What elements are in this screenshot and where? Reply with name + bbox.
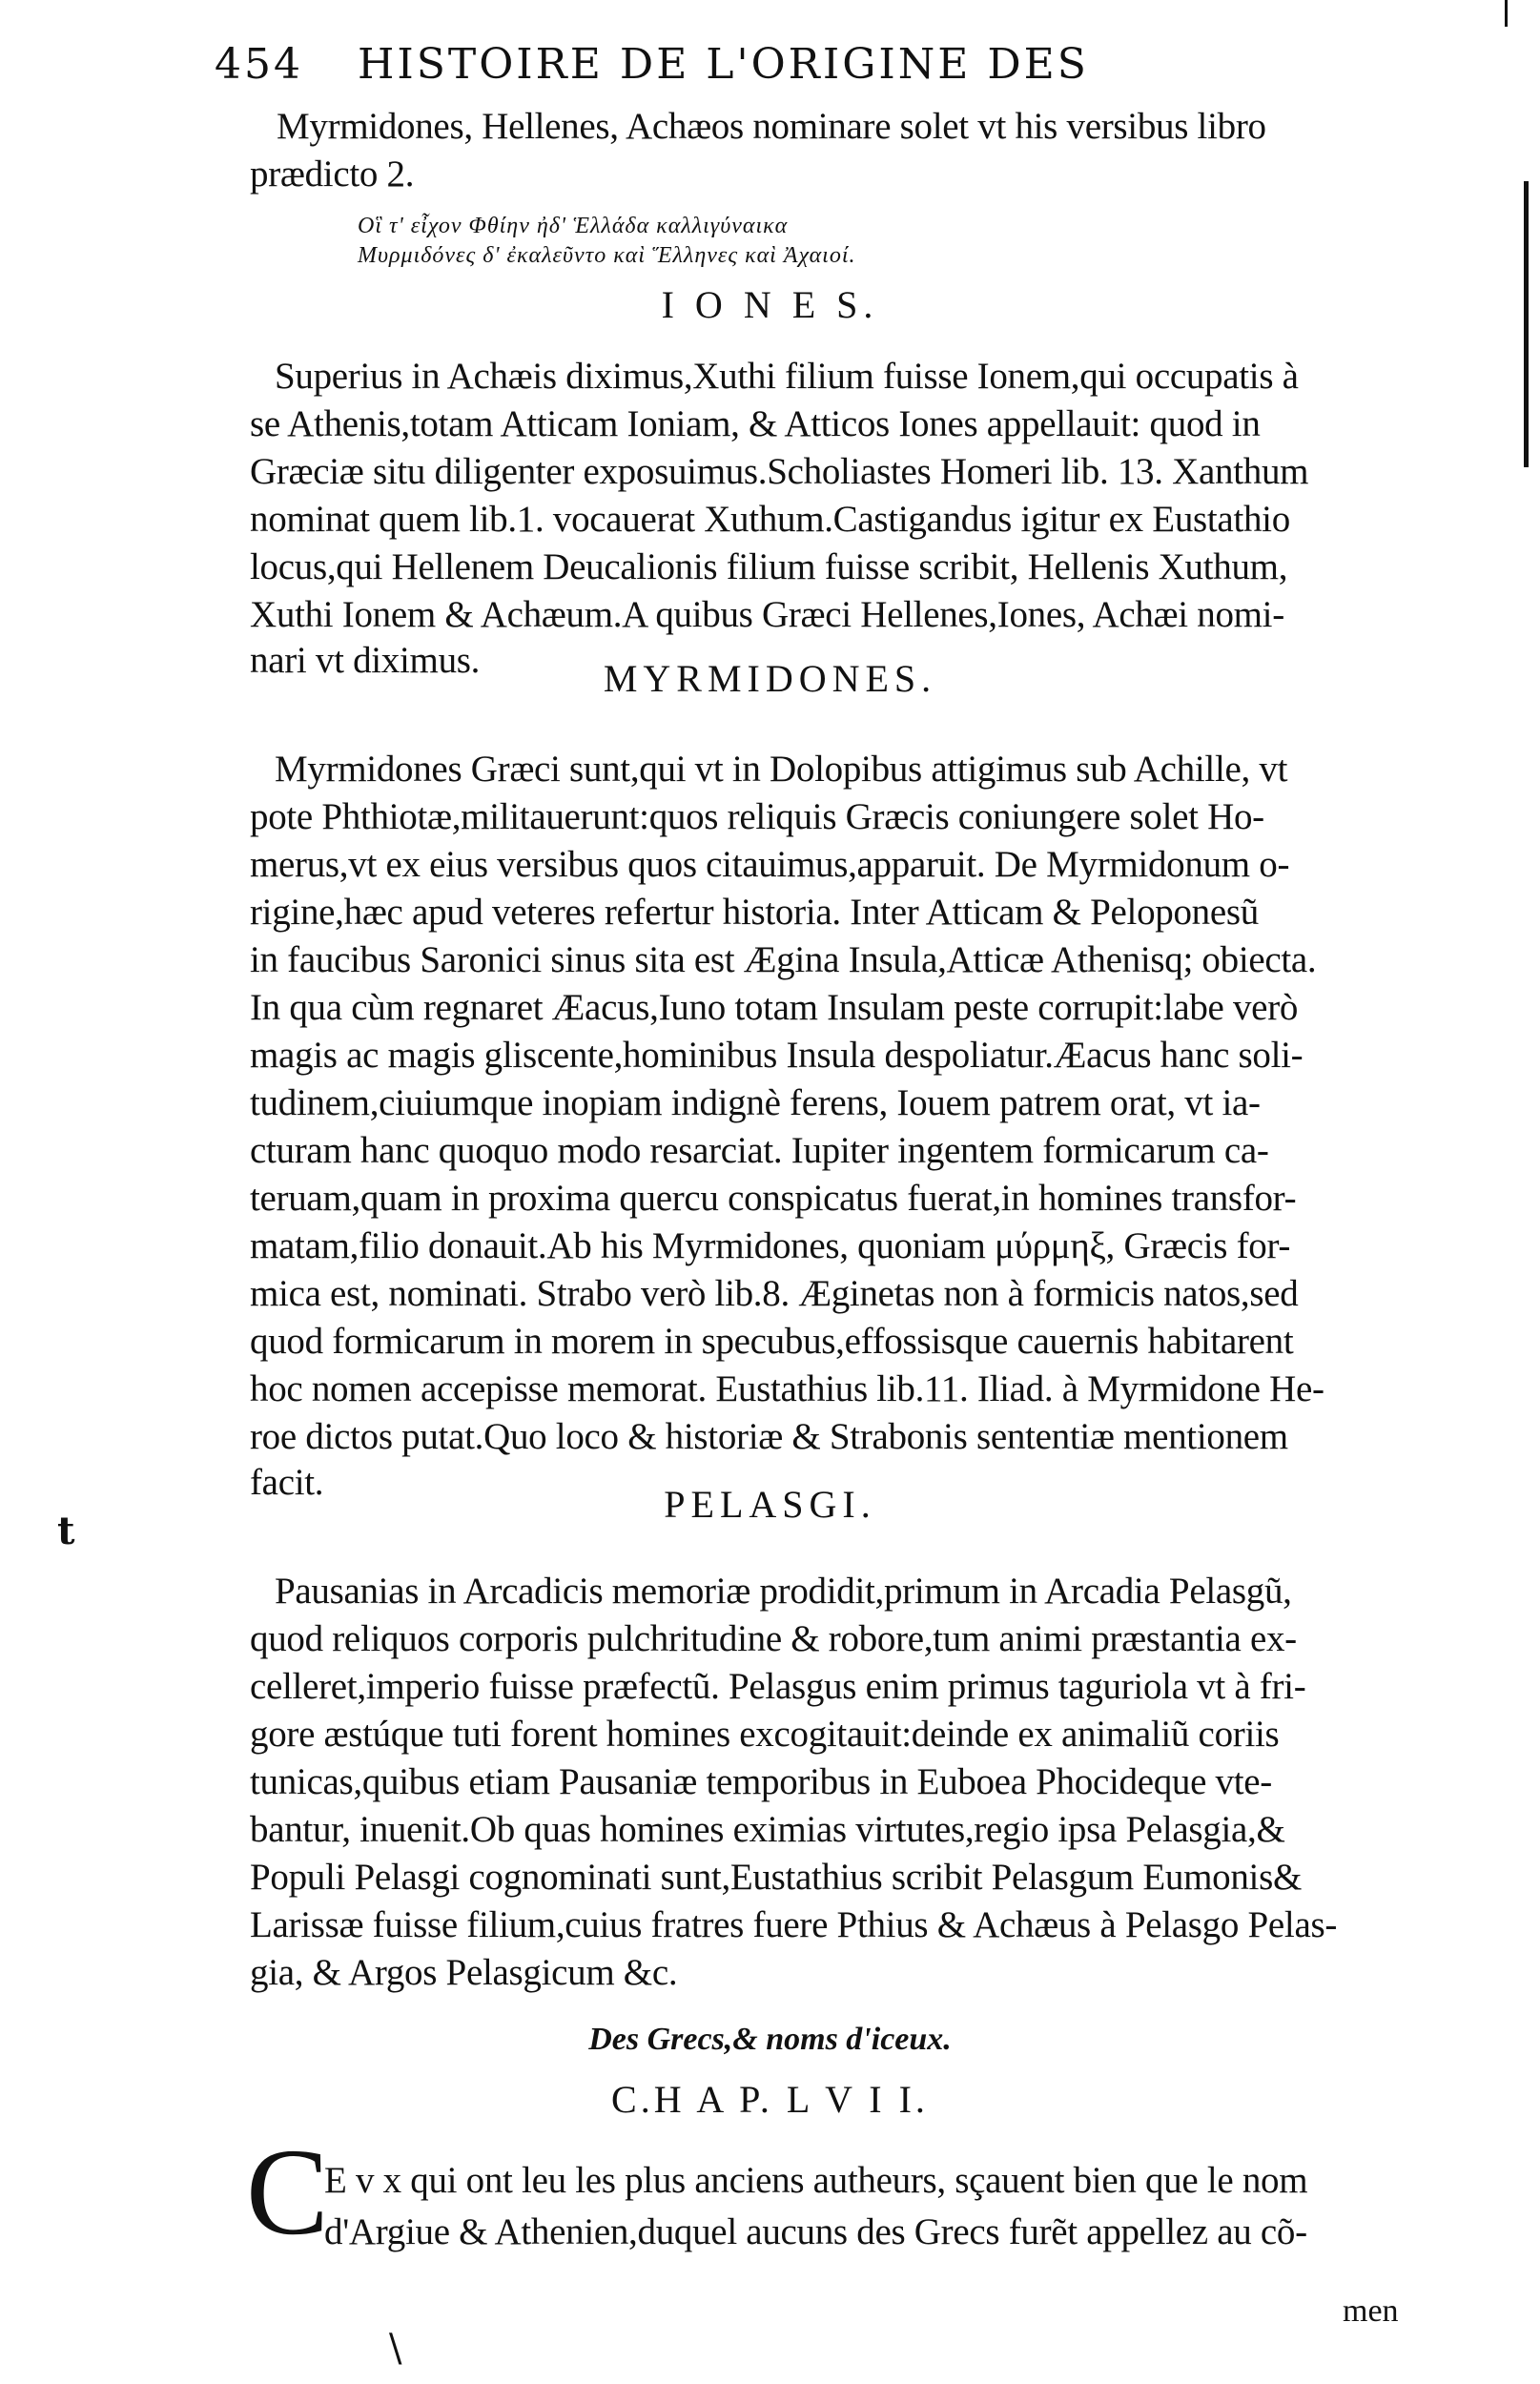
text-line: d'Argiue & Athenien,duquel aucuns des Grecs furẽt appellez au cõ- xyxy=(324,2211,1307,2252)
text-line: Populi Pelasgi cognominati sunt,Eustathius scribit Pelasgum Eumonis& xyxy=(250,1857,1302,1898)
text-line: quod reliquos corporis pulchritudine & robore,tum animi præstantia ex- xyxy=(250,1618,1297,1659)
text-line: roe dictos putat.Quo loco & historiæ & Strabonis sententiæ mentionem xyxy=(250,1416,1288,1457)
section-heading-iones: I O N E S. xyxy=(661,283,879,326)
text-line: Larissæ fuisse filium,cuius fratres fuere Pthius & Achæus à Pelasgo Pelas- xyxy=(250,1904,1338,1945)
text-line: Superius in Achæis diximus,Xuthi filium fuisse Ionem,qui occupatis à xyxy=(275,356,1299,397)
text-line: gia, & Argos Pelasgicum &c. xyxy=(250,1952,678,1993)
text-line: celleret,imperio fuisse præfectũ. Pelasgus enim primus taguriola vt à fri- xyxy=(250,1666,1306,1707)
greek-verse-line: Μυρμιδόνες δ' ἐκαλεῦντο καὶ Ἕλληνες καὶ Ἀχαιοί. xyxy=(358,243,856,268)
text-line: In qua cùm regnaret Æacus,Iuno totam Insulam peste corrupit:labe verò xyxy=(250,987,1299,1028)
text-line: Pausanias in Arcadicis memoriæ prodidit,primum in Arcadia Pelasgũ, xyxy=(275,1571,1292,1612)
text-line: pote Phthiotæ,militauerunt:quos reliquis Græcis coniungere solet Ho- xyxy=(250,796,1264,837)
text-line: gore æstúque tuti forent homines excogitauit:deinde ex animaliũ coriis xyxy=(250,1714,1280,1755)
intro-line: Myrmidones, Hellenes, Achæos nominare solet vt his versibus libro xyxy=(277,106,1266,147)
catchword: men xyxy=(1343,2293,1399,2329)
text-line: locus,qui Hellenem Deucalionis filium fuisse scribit, Hellenis Xuthum, xyxy=(250,546,1288,587)
text-line: Græciæ situ diligenter exposuimus.Scholiastes Homeri lib. 13. Xanthum xyxy=(250,451,1309,492)
page-number: 454 xyxy=(215,40,303,89)
section-heading-pelasgi: PELASGI. xyxy=(664,1483,876,1526)
text-line: matam,filio donauit.Ab his Myrmidones, quoniam μύρμηξ, Græcis for- xyxy=(250,1225,1291,1266)
text-line: Myrmidones Græci sunt,qui vt in Dolopibus attigimus sub Achille, vt xyxy=(275,749,1288,790)
intro-line: prædicto 2. xyxy=(250,154,415,195)
greek-verse-line: Οἳ τ' εἶχον Φθίην ἠδ' Ἑλλάδα καλλιγύναικα xyxy=(358,214,789,238)
running-title: HISTOIRE DE L'ORIGINE DES xyxy=(357,40,1089,89)
text-line: E v x qui ont leu les plus anciens autheurs, sçauent bien que le nom xyxy=(324,2160,1308,2201)
text-line: tunicas,quibus etiam Pausaniæ temporibus in Euboea Phocideque vte- xyxy=(250,1761,1272,1802)
text-line: hoc nomen accepisse memorat. Eustathius lib.11. Iliad. à Myrmidone He- xyxy=(250,1368,1324,1409)
drop-capital: C xyxy=(246,2124,329,2261)
text-line: rigine,hæc apud veteres refertur historia. Inter Atticam & Peloponesũ xyxy=(250,892,1259,933)
text-line: in faucibus Saronici sinus sita est Ægina Insula,Atticæ Athenisq; obiecta. xyxy=(250,939,1317,980)
text-line: se Athenis,totam Atticam Ioniam, & Atticos Iones appellauit: quod in xyxy=(250,403,1261,444)
text-line: quod formicarum in morem in specubus,effossisque cauernis habitarent xyxy=(250,1321,1294,1362)
text-line: magis ac magis gliscente,hominibus Insula despoliatur.Æacus hanc soli- xyxy=(250,1035,1304,1076)
text-line: teruam,quam in proxima quercu conspicatus fuerat,in homines transfor- xyxy=(250,1178,1297,1219)
running-header xyxy=(215,40,1340,89)
chapter-title: C.H A P. L V I I. xyxy=(611,2078,929,2121)
text-line: nari vt diximus. xyxy=(250,640,481,681)
text-line: merus,vt ex eius versibus quos citauimus,apparuit. De Myrmidonum o- xyxy=(250,844,1290,885)
margin-mark: \ xyxy=(389,2327,402,2371)
text-line: Xuthi Ionem & Achæum.A quibus Græci Hellenes,Iones, Achæi nomi- xyxy=(250,594,1284,635)
text-line: tudinem,ciuiumque inopiam indignè ferens, Iouem patrem orat, vt ia- xyxy=(250,1082,1261,1123)
chapter-subtitle: Des Grecs,& noms d'iceux. xyxy=(588,2022,952,2057)
text-line: facit. xyxy=(250,1462,324,1503)
scan-edge-shadow xyxy=(1505,0,1508,27)
text-line: mica est, nominati. Strabo verò lib.8. Æginetas non à formicis natos,sed xyxy=(250,1273,1299,1314)
text-line: nominat quem lib.1. vocauerat Xuthum.Castigandus igitur ex Eustathio xyxy=(250,499,1290,540)
margin-mark: t xyxy=(57,1509,75,1553)
text-line: bantur, inuenit.Ob quas homines eximias virtutes,regio ipsa Pelasgia,& xyxy=(250,1809,1285,1850)
text-line: cturam hanc quoquo modo resarciat. Iupiter ingentem formicarum ca- xyxy=(250,1130,1269,1171)
scan-edge-shadow xyxy=(1524,181,1529,467)
section-heading-myrmidones: MYRMIDONES. xyxy=(603,657,937,700)
